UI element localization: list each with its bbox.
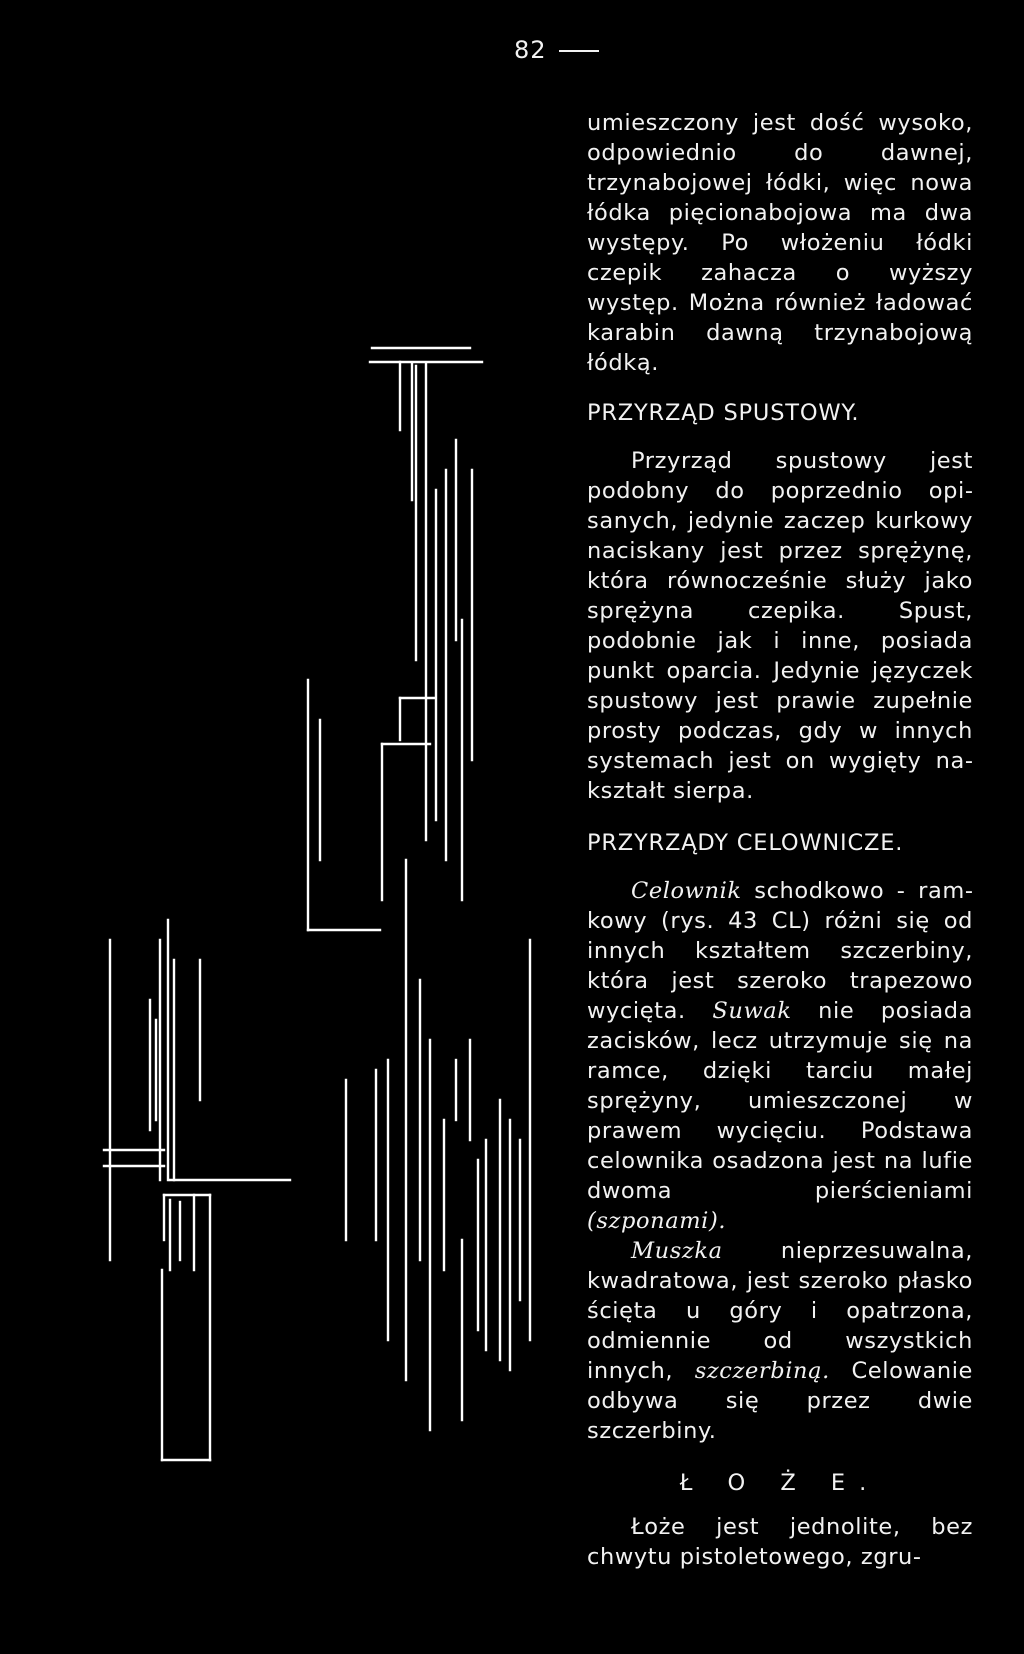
intro-paragraph: umieszczony jest dość wysoko, odpowiednio do dawnej, trzynabojowej łódki, więc nowa łódka pięcionabojowa ma dwa występy. Po włożeniu łódki czepik zahacza o wyższy występ. Można również ładować karabin dawną trzynabojową łódką. bbox=[587, 110, 973, 376]
sights-p2-text-b: Celowanie odbywa się przez dwie szczerbiny. bbox=[587, 1358, 973, 1444]
term-suwak: Suwak bbox=[712, 998, 792, 1024]
sights-paragraph-2 bbox=[587, 1236, 973, 1446]
page-number bbox=[514, 36, 599, 64]
page-number-dash bbox=[559, 50, 599, 52]
term-szczerbina: szczerbiną. bbox=[694, 1358, 830, 1384]
stock-paragraph: Łoże jest jednolite, bez chwytu pistoletowego, zgru- bbox=[587, 1514, 973, 1570]
trigger-paragraph: Przyrząd spustowy jest podobny do poprzednio opisanych, jedynie zaczep kurkowy naciskany jest przez sprężynę, która równocześnie służy jako sprężyna czepika. Spust, podobnie jak i inne, posiada punkt oparcia. Jedynie języczek spustowy jest prawie zupełnie prosty podczas, gdy w innych systemach jest on wygięty nakształt sierpa. bbox=[587, 448, 973, 804]
rifle-parts-illustration bbox=[90, 340, 560, 1570]
trigger-heading: PRZYRZĄD SPUSTOWY. bbox=[587, 400, 860, 426]
page-number-value: 82 bbox=[514, 36, 547, 64]
sights-paragraph-1 bbox=[587, 876, 973, 1236]
stock-heading: Ł O Ż E. bbox=[679, 1470, 881, 1496]
sights-p1-text-b: nie posiada zacisków, lecz utrzymuje się na ramce, dzięki tarciu małej sprężyny, umieszczonej w prawem wycięciu. Podstawa celownika osadzona jest na lufie dwoma pierścieniami bbox=[587, 998, 973, 1204]
text-column bbox=[587, 108, 973, 1572]
sights-p2-text-a: nieprzesuwalna, kwadratowa, jest szeroko płasko ścięta u góry i opatrzona, odmiennie od wszystkich innych, bbox=[587, 1238, 973, 1384]
term-muszka: Muszka bbox=[631, 1238, 723, 1264]
term-celownik: Celownik bbox=[631, 878, 742, 904]
term-szponami: (szponami). bbox=[587, 1208, 727, 1234]
sights-heading: PRZYRZĄDY CELOWNICZE. bbox=[587, 830, 904, 856]
sights-p1-text-a: schodkowo - ramkowy (rys. 43 CL) różni się od innych kształtem szczerbiny, która jest szeroko trapezowo wycięta. bbox=[587, 878, 973, 1024]
